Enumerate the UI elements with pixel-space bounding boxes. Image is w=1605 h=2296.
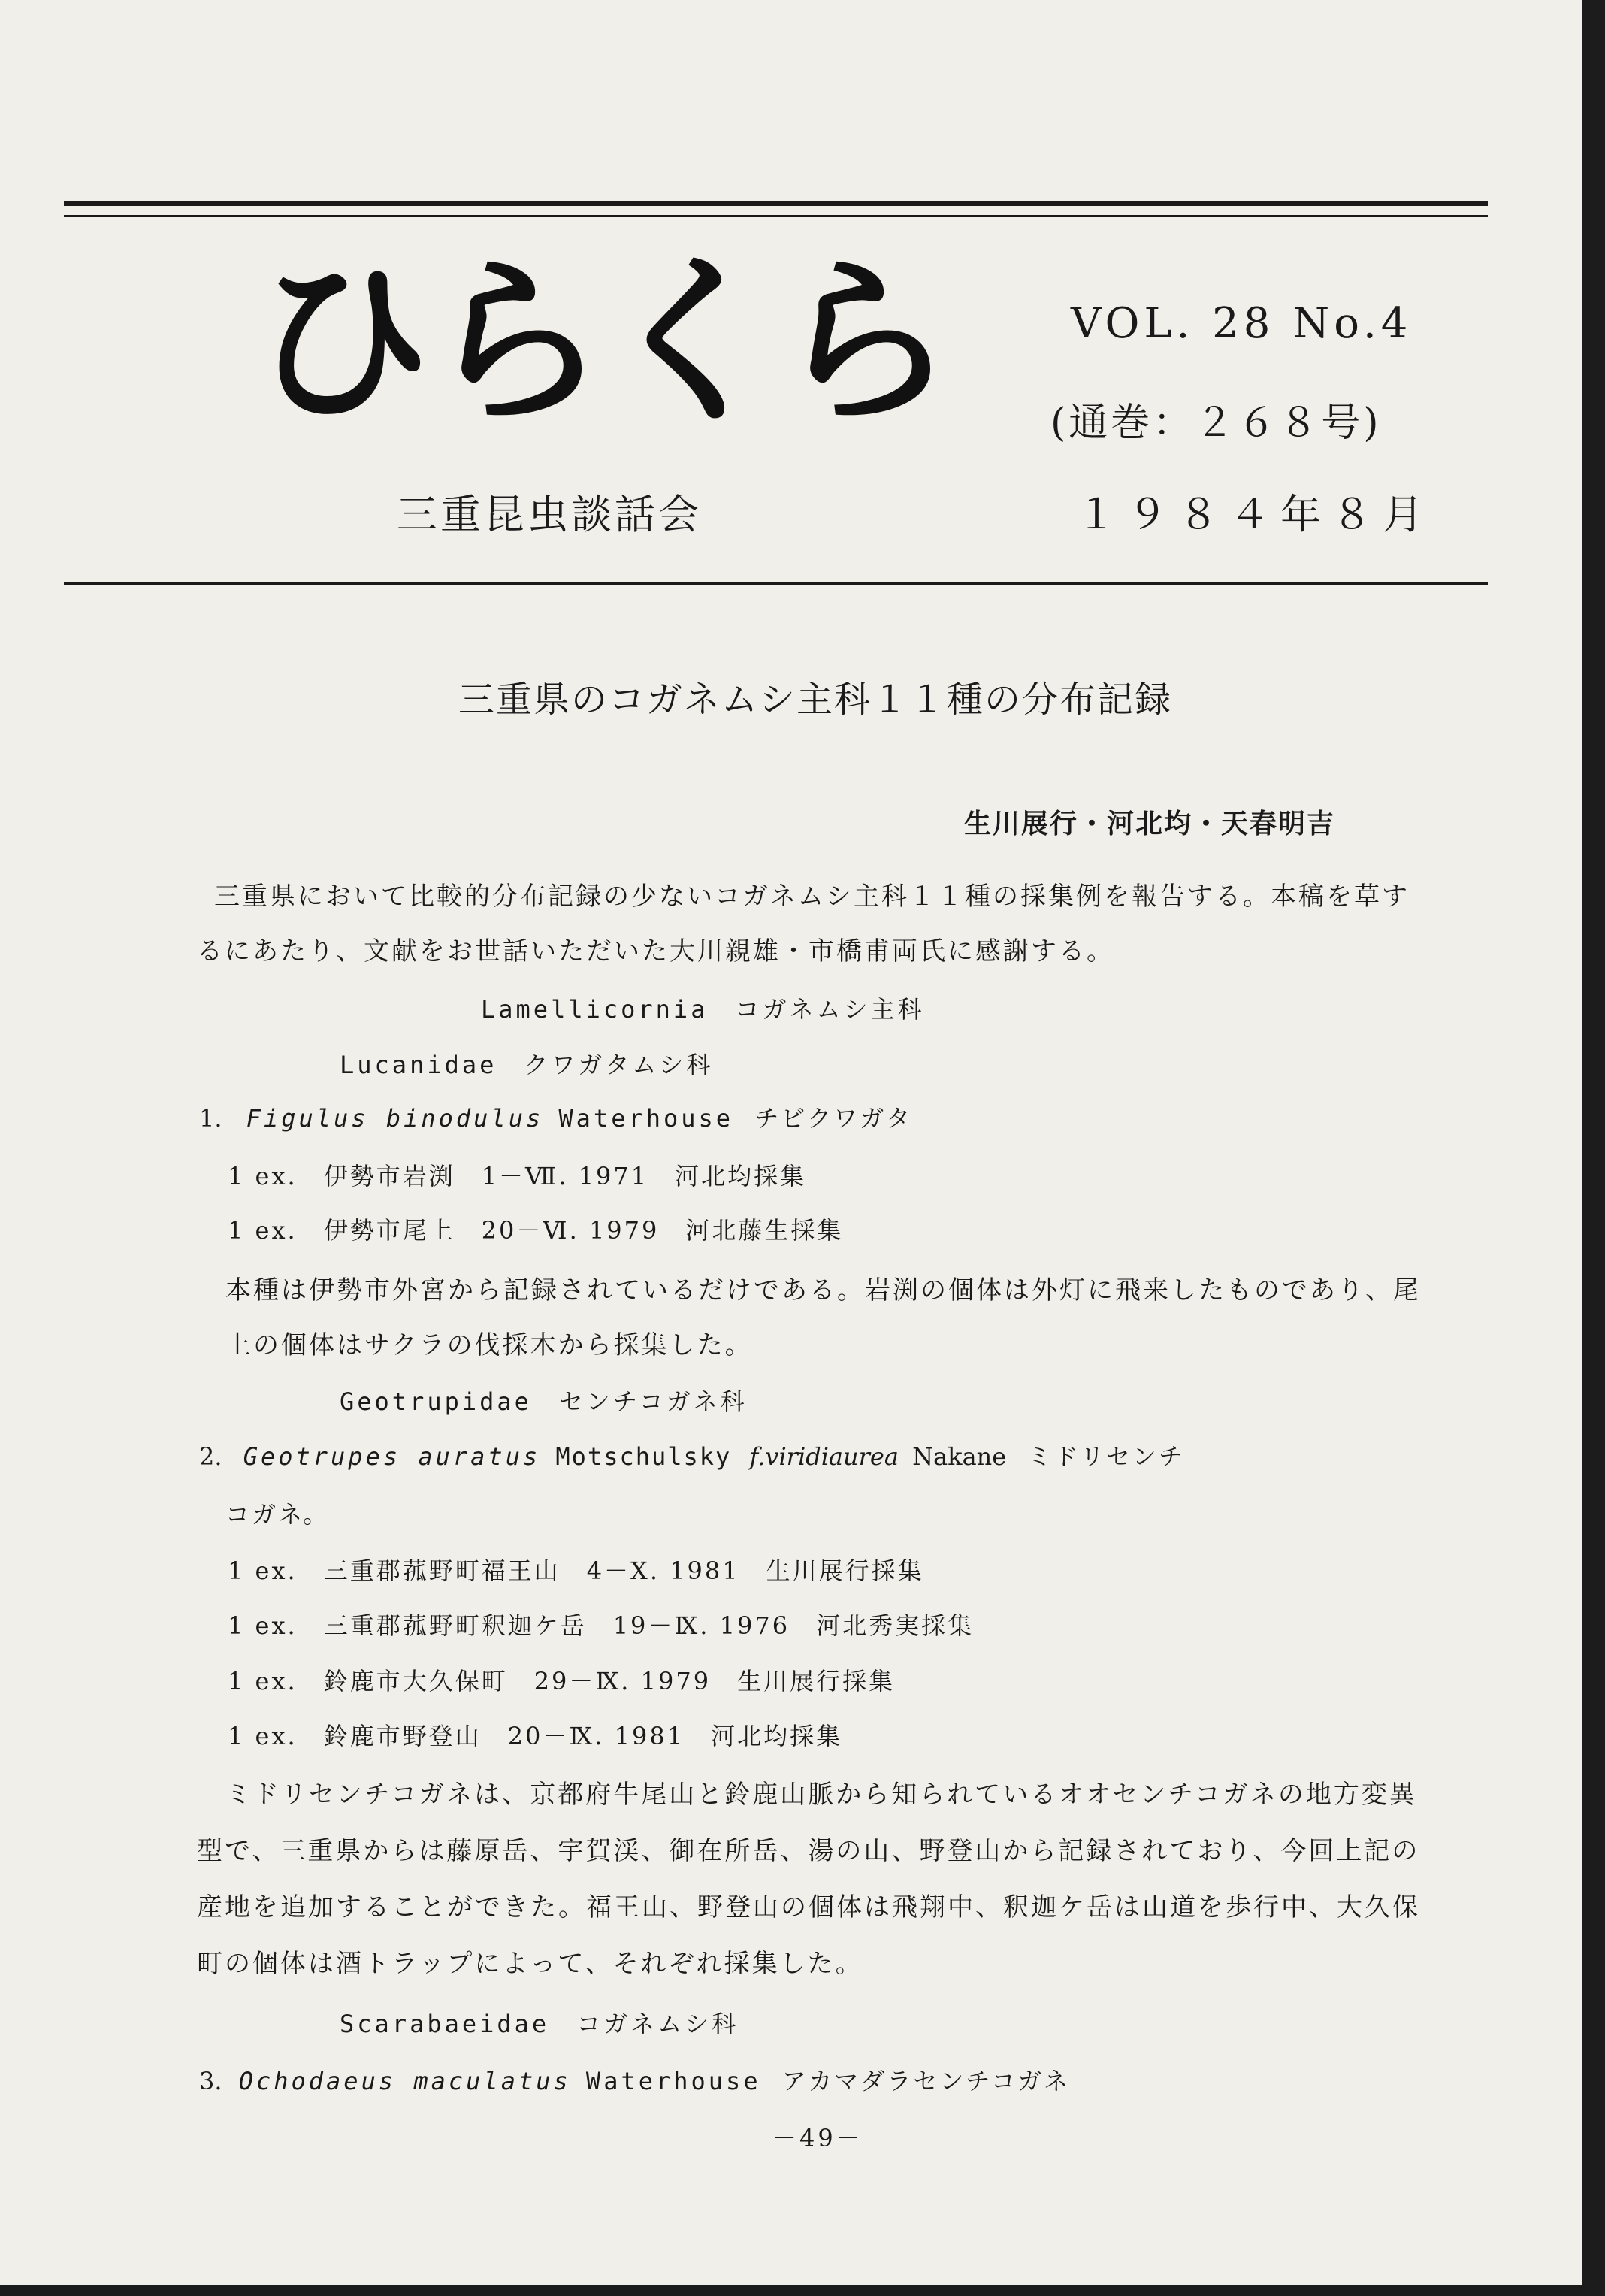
intro-line: るにあたり、文献をお世話いただいた大川親雄・市橋甫両氏に感謝する。 bbox=[197, 936, 1114, 966]
species-entry-1 bbox=[199, 1100, 912, 1134]
species-author: Motschulsky bbox=[555, 1442, 732, 1471]
species-scientific-name: Ochodaeus maculatus bbox=[238, 2067, 571, 2095]
collection-record: 1 ex. 鈴鹿市野登山 20－Ⅸ. 1981 河北均採集 bbox=[228, 1722, 843, 1750]
publication-date: １９８４年８月 bbox=[1076, 491, 1434, 538]
journal-logo: ひらくら bbox=[252, 237, 950, 447]
article-title: 三重県のコガネムシ主科１１種の分布記録 bbox=[458, 679, 1173, 721]
collection-record: 1 ex. 三重郡菰野町福王山 4－Ⅹ. 1981 生川展行採集 bbox=[228, 1556, 924, 1585]
collection-record: 1 ex. 鈴鹿市大久保町 29－Ⅸ. 1979 生川展行採集 bbox=[228, 1667, 896, 1696]
species-scientific-name: Geotrupes auratus bbox=[243, 1442, 541, 1471]
species-japanese-name: ミドリセンチ bbox=[1027, 1442, 1186, 1471]
intro-line: 三重県において比較的分布記録の少ないコガネムシ主科１１種の採集例を報告する。本稿を草す bbox=[214, 882, 1410, 912]
family-heading-scarabaeidae: Scarabaeidae コガネムシ科 bbox=[340, 2010, 739, 2038]
species-entry-3 bbox=[199, 2062, 1070, 2097]
issue-number: (通巻：２６８号) bbox=[1050, 401, 1382, 446]
top-rule-thin bbox=[64, 215, 1488, 217]
society-name: 三重昆虫談話会 bbox=[397, 491, 702, 538]
family-heading-geotrupidae: Geotrupidae センチコガネ科 bbox=[340, 1387, 748, 1416]
species-japanese-name: アカマダラセンチコガネ bbox=[781, 2067, 1071, 2095]
superfamily-heading: Lamellicornia コガネムシ主科 bbox=[481, 995, 925, 1024]
species-form: f.viridiaurea bbox=[749, 1442, 899, 1471]
species-entry-2 bbox=[199, 1438, 1185, 1472]
top-rule-thick bbox=[64, 201, 1488, 206]
species-japanese-name: チビクワガタ bbox=[754, 1104, 913, 1133]
species-note-line: 型で、三重県からは藤原岳、宇賀渓、御在所岳、湯の山、野登山から記録されており、今回上記の bbox=[197, 1836, 1420, 1866]
collection-record: 1 ex. 三重郡菰野町釈迦ケ岳 19－Ⅸ. 1976 河北秀実採集 bbox=[228, 1611, 975, 1640]
species-scientific-name: Figulus binodulus bbox=[246, 1104, 544, 1133]
collection-record: 1 ex. 伊勢市岩渕 1－Ⅶ. 1971 河北均採集 bbox=[228, 1162, 807, 1190]
species-note-line: 町の個体は酒トラップによって、それぞれ採集した。 bbox=[197, 1949, 863, 1979]
species-author: Waterhouse bbox=[558, 1104, 734, 1133]
species-note-line: 上の個体はサクラの伐採木から採集した。 bbox=[225, 1330, 753, 1360]
species-number: 3. bbox=[199, 2067, 222, 2095]
species-japanese-name-cont: コガネ。 bbox=[225, 1500, 330, 1529]
species-note-line: 産地を追加することができた。福王山、野登山の個体は飛翔中、釈迦ケ岳は山道を歩行中、大久保 bbox=[197, 1892, 1420, 1922]
species-note-line: ミドリセンチコガネは、京都府牛尾山と鈴鹿山脈から知られているオオセンチコガネの地方変異 bbox=[225, 1780, 1417, 1810]
species-note-line: 本種は伊勢市外宮から記録されているだけである。岩渕の個体は外灯に飛来したものであり、尾 bbox=[225, 1275, 1421, 1305]
header-rule bbox=[64, 582, 1488, 585]
species-author: Waterhouse bbox=[585, 2067, 761, 2095]
volume-number: VOL. 28 No.4 bbox=[1071, 299, 1413, 348]
species-number: 1. bbox=[199, 1104, 222, 1133]
form-author: Nakane bbox=[912, 1442, 1007, 1471]
collection-record: 1 ex. 伊勢市尾上 20－Ⅵ. 1979 河北藤生採集 bbox=[228, 1216, 844, 1245]
page-number: －49－ bbox=[772, 2124, 863, 2152]
family-heading-lucanidae: Lucanidae クワガタムシ科 bbox=[340, 1051, 714, 1079]
article-authors: 生川展行・河北均・天春明吉 bbox=[964, 809, 1336, 839]
species-number: 2. bbox=[199, 1442, 222, 1471]
